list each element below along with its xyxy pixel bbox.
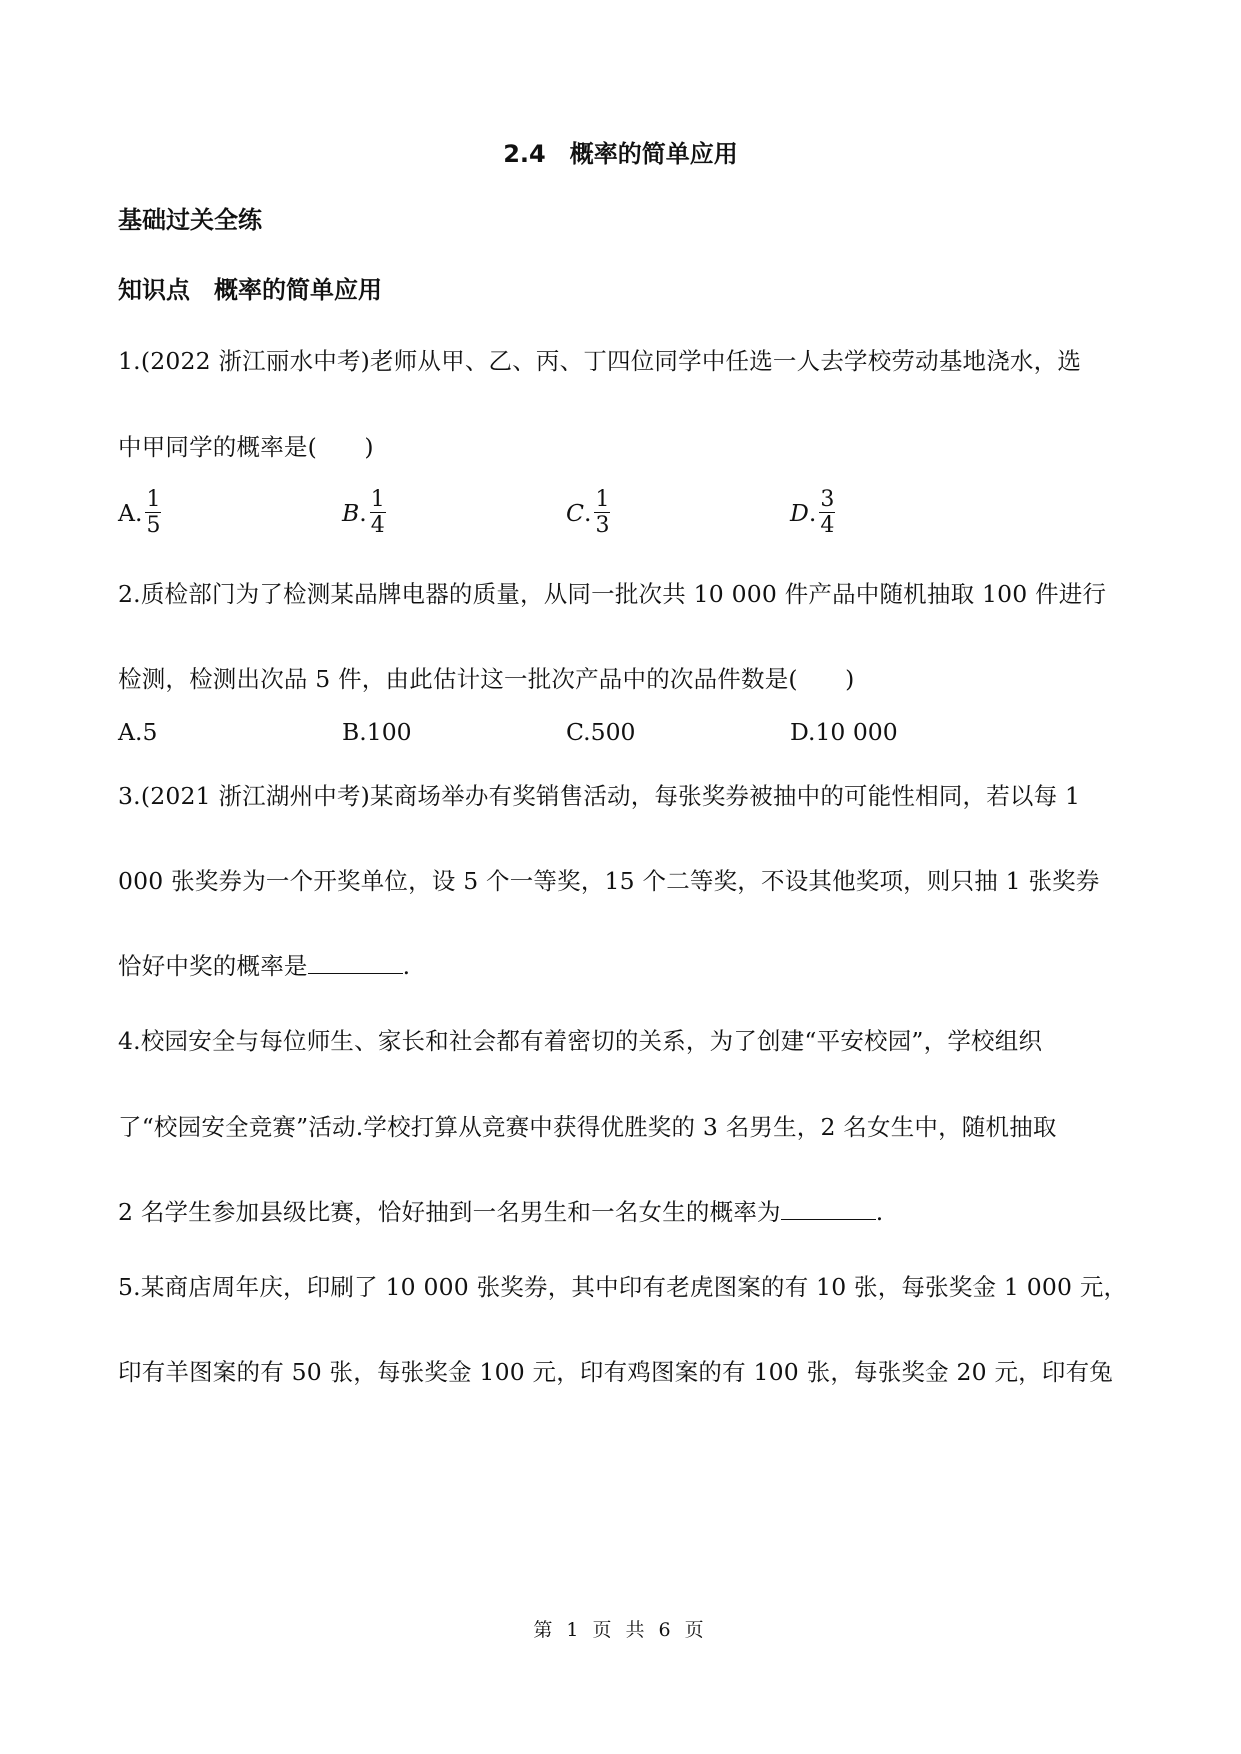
option-a xyxy=(118,488,162,537)
numerator: 1 xyxy=(146,487,161,512)
question-2-line-1: 2.质检部门为了检测某品牌电器的质量，从同一批次共 10 000 件产品中随机抽取 100 件进行 xyxy=(118,580,1107,608)
question-1-line-2: 中甲同学的概率是( ) xyxy=(118,433,374,461)
page-footer: 第 1 页 共 6 页 xyxy=(533,1619,708,1641)
question-3-line-2: 000 张奖券为一个开奖单位，设 5 个一等奖，15 个二等奖，不设其他奖项，则只抽 1 张奖券 xyxy=(118,867,1100,895)
question-3-line-1: 3.(2021 浙江湖州中考)某商场举办有奖销售活动，每张奖券被抽中的可能性相同，若以每 1 xyxy=(118,782,1081,810)
answer-blank[interactable] xyxy=(308,951,403,974)
question-1-options xyxy=(118,488,1118,548)
option-letter: C xyxy=(566,498,584,527)
numerator: 1 xyxy=(595,487,610,512)
option-c: C . $\frac{1}{3}$ xyxy=(566,487,610,539)
option-d: D.10 000 xyxy=(790,718,898,746)
question-2-line-2: 检测，检测出次品 5 件，由此估计这一批次产品中的次品件数是( ) xyxy=(118,665,855,693)
option-letter: D xyxy=(790,498,809,527)
question-4-line-3: 2 名学生参加县级比赛，恰好抽到一名男生和一名女生的概率为 . xyxy=(118,1198,884,1226)
page-title: 2.4 概率的简单应用 xyxy=(503,140,738,168)
denominator: 4 xyxy=(820,513,835,539)
fraction xyxy=(818,488,836,537)
option-d: D . $\frac{3}{4}$ xyxy=(790,487,835,539)
question-4-line-2: 了“校园安全竞赛”活动.学校打算从竞赛中获得优胜奖的 3 名男生，2 名女生中，随机抽取 xyxy=(118,1113,1057,1141)
option-c: C.500 xyxy=(566,718,636,746)
question-5-line-2: 印有羊图案的有 50 张，每张奖金 100 元，印有鸡图案的有 100 张，每张奖金 20 元，印有兔 xyxy=(118,1358,1113,1386)
question-4-line-1: 4.校园安全与每位师生、家长和社会都有着密切的关系，为了创建“平安校园”，学校组织 xyxy=(118,1027,1043,1055)
denominator: 5 xyxy=(146,513,161,539)
option-letter: A. xyxy=(118,498,143,527)
question-2-options xyxy=(118,718,1118,778)
question-3-line-3-text: 恰好中奖的概率是 xyxy=(118,952,308,980)
answer-blank[interactable] xyxy=(781,1197,876,1220)
denominator: 3 xyxy=(595,513,610,539)
fraction xyxy=(369,488,387,537)
option-letter: B xyxy=(342,498,360,527)
option-b: B . $\frac{1}{4}$ xyxy=(342,487,385,539)
question-3-line-3: 恰好中奖的概率是 . xyxy=(118,952,411,980)
question-4-line-3-text: 2 名学生参加县级比赛，恰好抽到一名男生和一名女生的概率为 xyxy=(118,1198,781,1226)
option-a: A.5 xyxy=(118,718,158,746)
numerator: 1 xyxy=(370,487,385,512)
question-1-line-1: 1.(2022 浙江丽水中考)老师从甲、乙、丙、丁四位同学中任选一人去学校劳动基地浇水，选 xyxy=(118,347,1082,375)
numerator: 3 xyxy=(820,487,835,512)
fraction xyxy=(144,488,162,537)
fraction xyxy=(593,488,611,537)
subsection-heading: 知识点 概率的简单应用 xyxy=(118,276,382,304)
question-5-line-1: 5.某商店周年庆，印刷了 10 000 张奖券，其中印有老虎图案的有 10 张，每张奖金 1 000 元， xyxy=(118,1273,1128,1301)
section-heading: 基础过关全练 xyxy=(118,206,262,234)
denominator: 4 xyxy=(370,513,385,539)
option-b: B.100 xyxy=(342,718,412,746)
